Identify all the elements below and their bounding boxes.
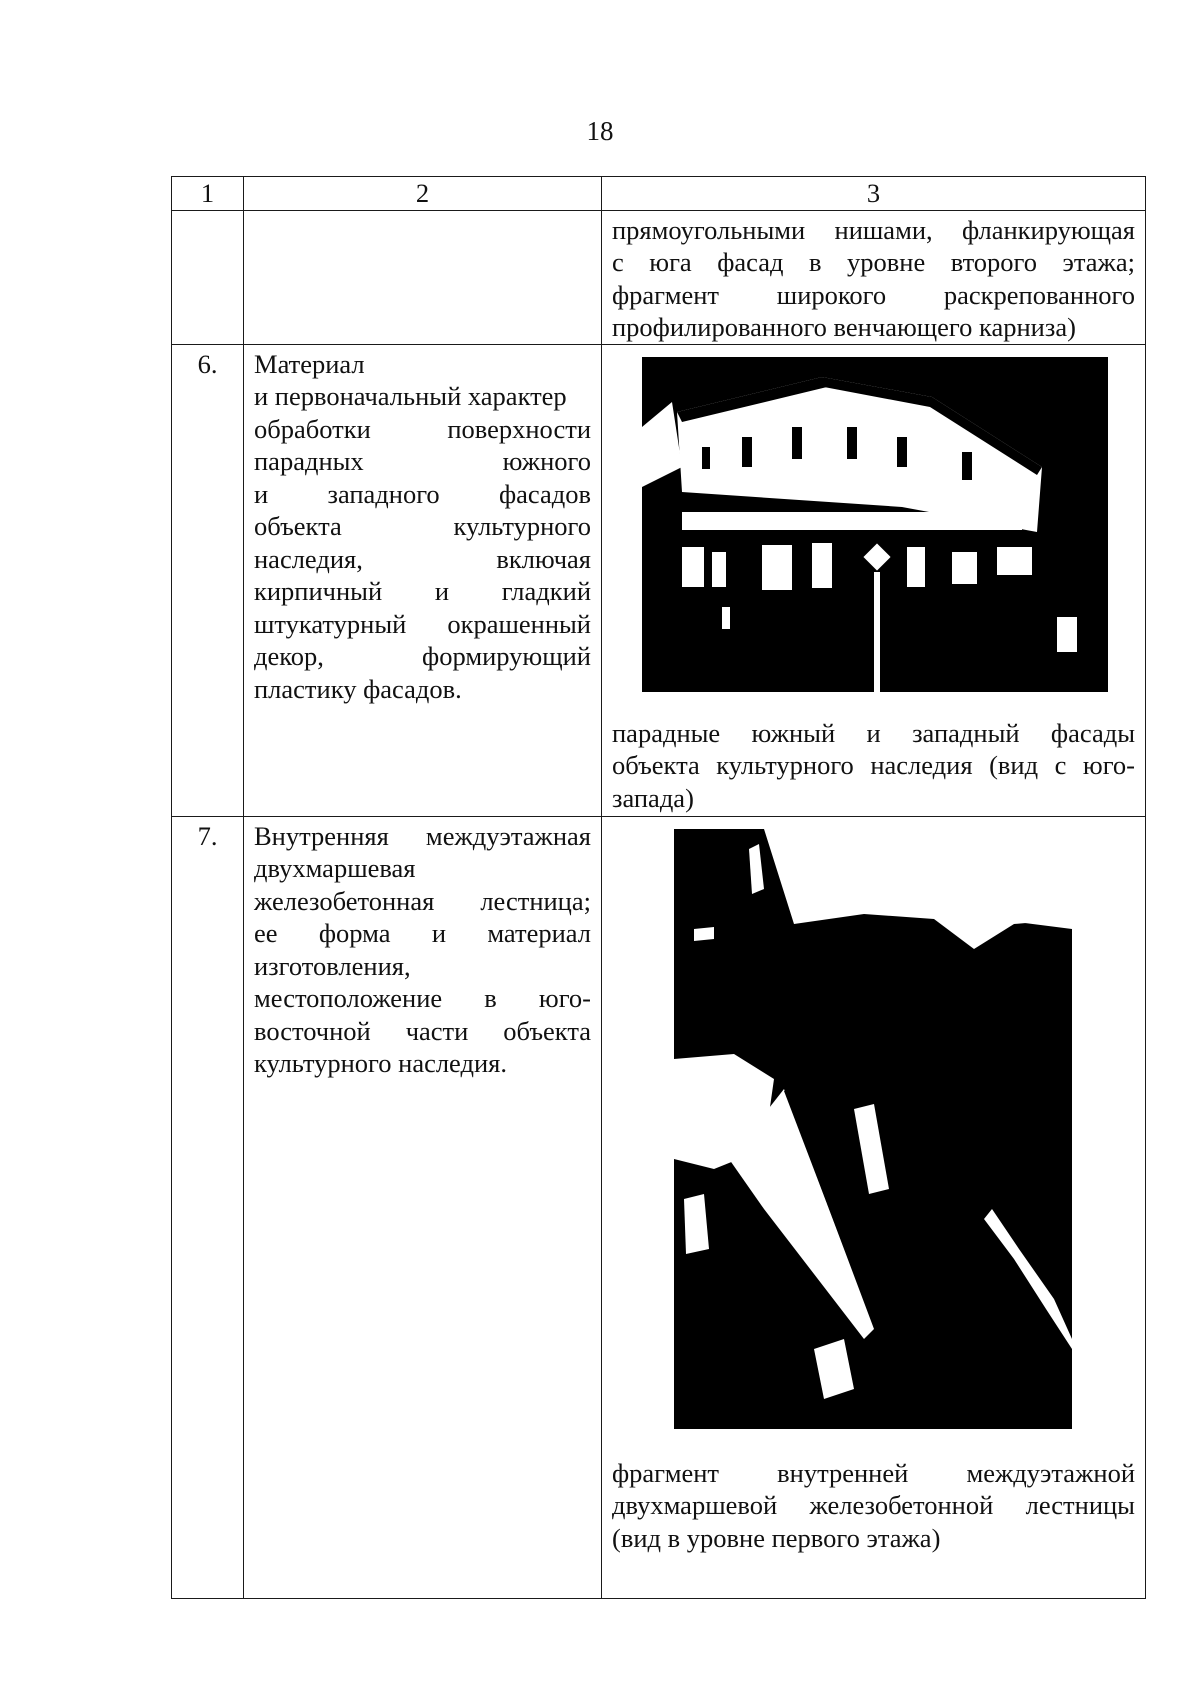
text-line: Материал <box>254 348 365 379</box>
feature-cell <box>244 210 602 344</box>
table-row-continued <box>172 210 1146 344</box>
text-line: обработки поверхности <box>254 413 591 444</box>
header-cell-3: 3 <box>602 177 1146 211</box>
text-line: фрагмент внутренней междуэтажной <box>612 1457 1135 1488</box>
page-number: 18 <box>586 116 614 146</box>
text-line: двухмаршевой железобетонной лестницы <box>612 1490 1135 1520</box>
text-line: изготовления, <box>254 950 411 981</box>
heritage-table <box>171 176 1146 1599</box>
text-line: железобетонная лестница; <box>254 885 591 916</box>
text-line: объекта культурного наследия (вид с юго- <box>612 750 1135 780</box>
text-line: декор, формирующий <box>254 641 591 671</box>
text-line: Внутренняя междуэтажная <box>254 820 591 851</box>
staircase-photo <box>674 829 1072 1429</box>
text-line: наследия, включая <box>254 543 591 574</box>
text-line: кирпичный и гладкий <box>254 576 591 606</box>
table-header-row <box>172 177 1146 211</box>
text-line: культурного наследия. <box>254 1048 507 1078</box>
table-row-7 <box>172 816 1146 1598</box>
text-line: с юга фасад в уровне второго этажа; <box>612 247 1135 277</box>
row-number: 6. <box>172 344 244 816</box>
text-line: двухмаршевая <box>254 853 416 883</box>
text-line: местоположение в юго- <box>254 983 591 1013</box>
table-row-6 <box>172 344 1146 816</box>
text-line: и западного фасадов <box>254 478 591 509</box>
text-line: фрагмент широкого раскрепованного <box>612 279 1135 310</box>
text-line: прямоугольными нишами, фланкирующая <box>612 214 1135 245</box>
text-line: восточной части объекта <box>254 1015 591 1046</box>
photo-caption <box>612 717 1135 815</box>
text-line: парадные южный и западный фасады <box>612 717 1135 748</box>
description-cell <box>602 210 1146 344</box>
text-line: объекта культурного <box>254 511 591 541</box>
text-line: (вид в уровне первого этажа) <box>612 1522 941 1553</box>
row-number: 7. <box>172 816 244 1598</box>
text-line: профилированного венчающего карниза) <box>612 312 1076 342</box>
text-line: пластику фасадов. <box>254 673 462 704</box>
photo-cell <box>602 816 1146 1598</box>
photo-cell <box>602 344 1146 816</box>
header-cell-1: 1 <box>172 177 244 211</box>
text-line: ее форма и материал <box>254 918 591 948</box>
building-photo <box>642 357 1108 692</box>
number-cell <box>172 210 244 344</box>
text-line: и первоначальный характер <box>254 381 567 411</box>
text-line: парадных южного <box>254 446 591 476</box>
text-line: запада) <box>612 782 694 813</box>
feature-cell <box>244 344 602 816</box>
photo-caption <box>612 1457 1135 1555</box>
feature-cell <box>244 816 602 1598</box>
text-line: штукатурный окрашенный <box>254 608 591 639</box>
header-cell-2: 2 <box>244 177 602 211</box>
